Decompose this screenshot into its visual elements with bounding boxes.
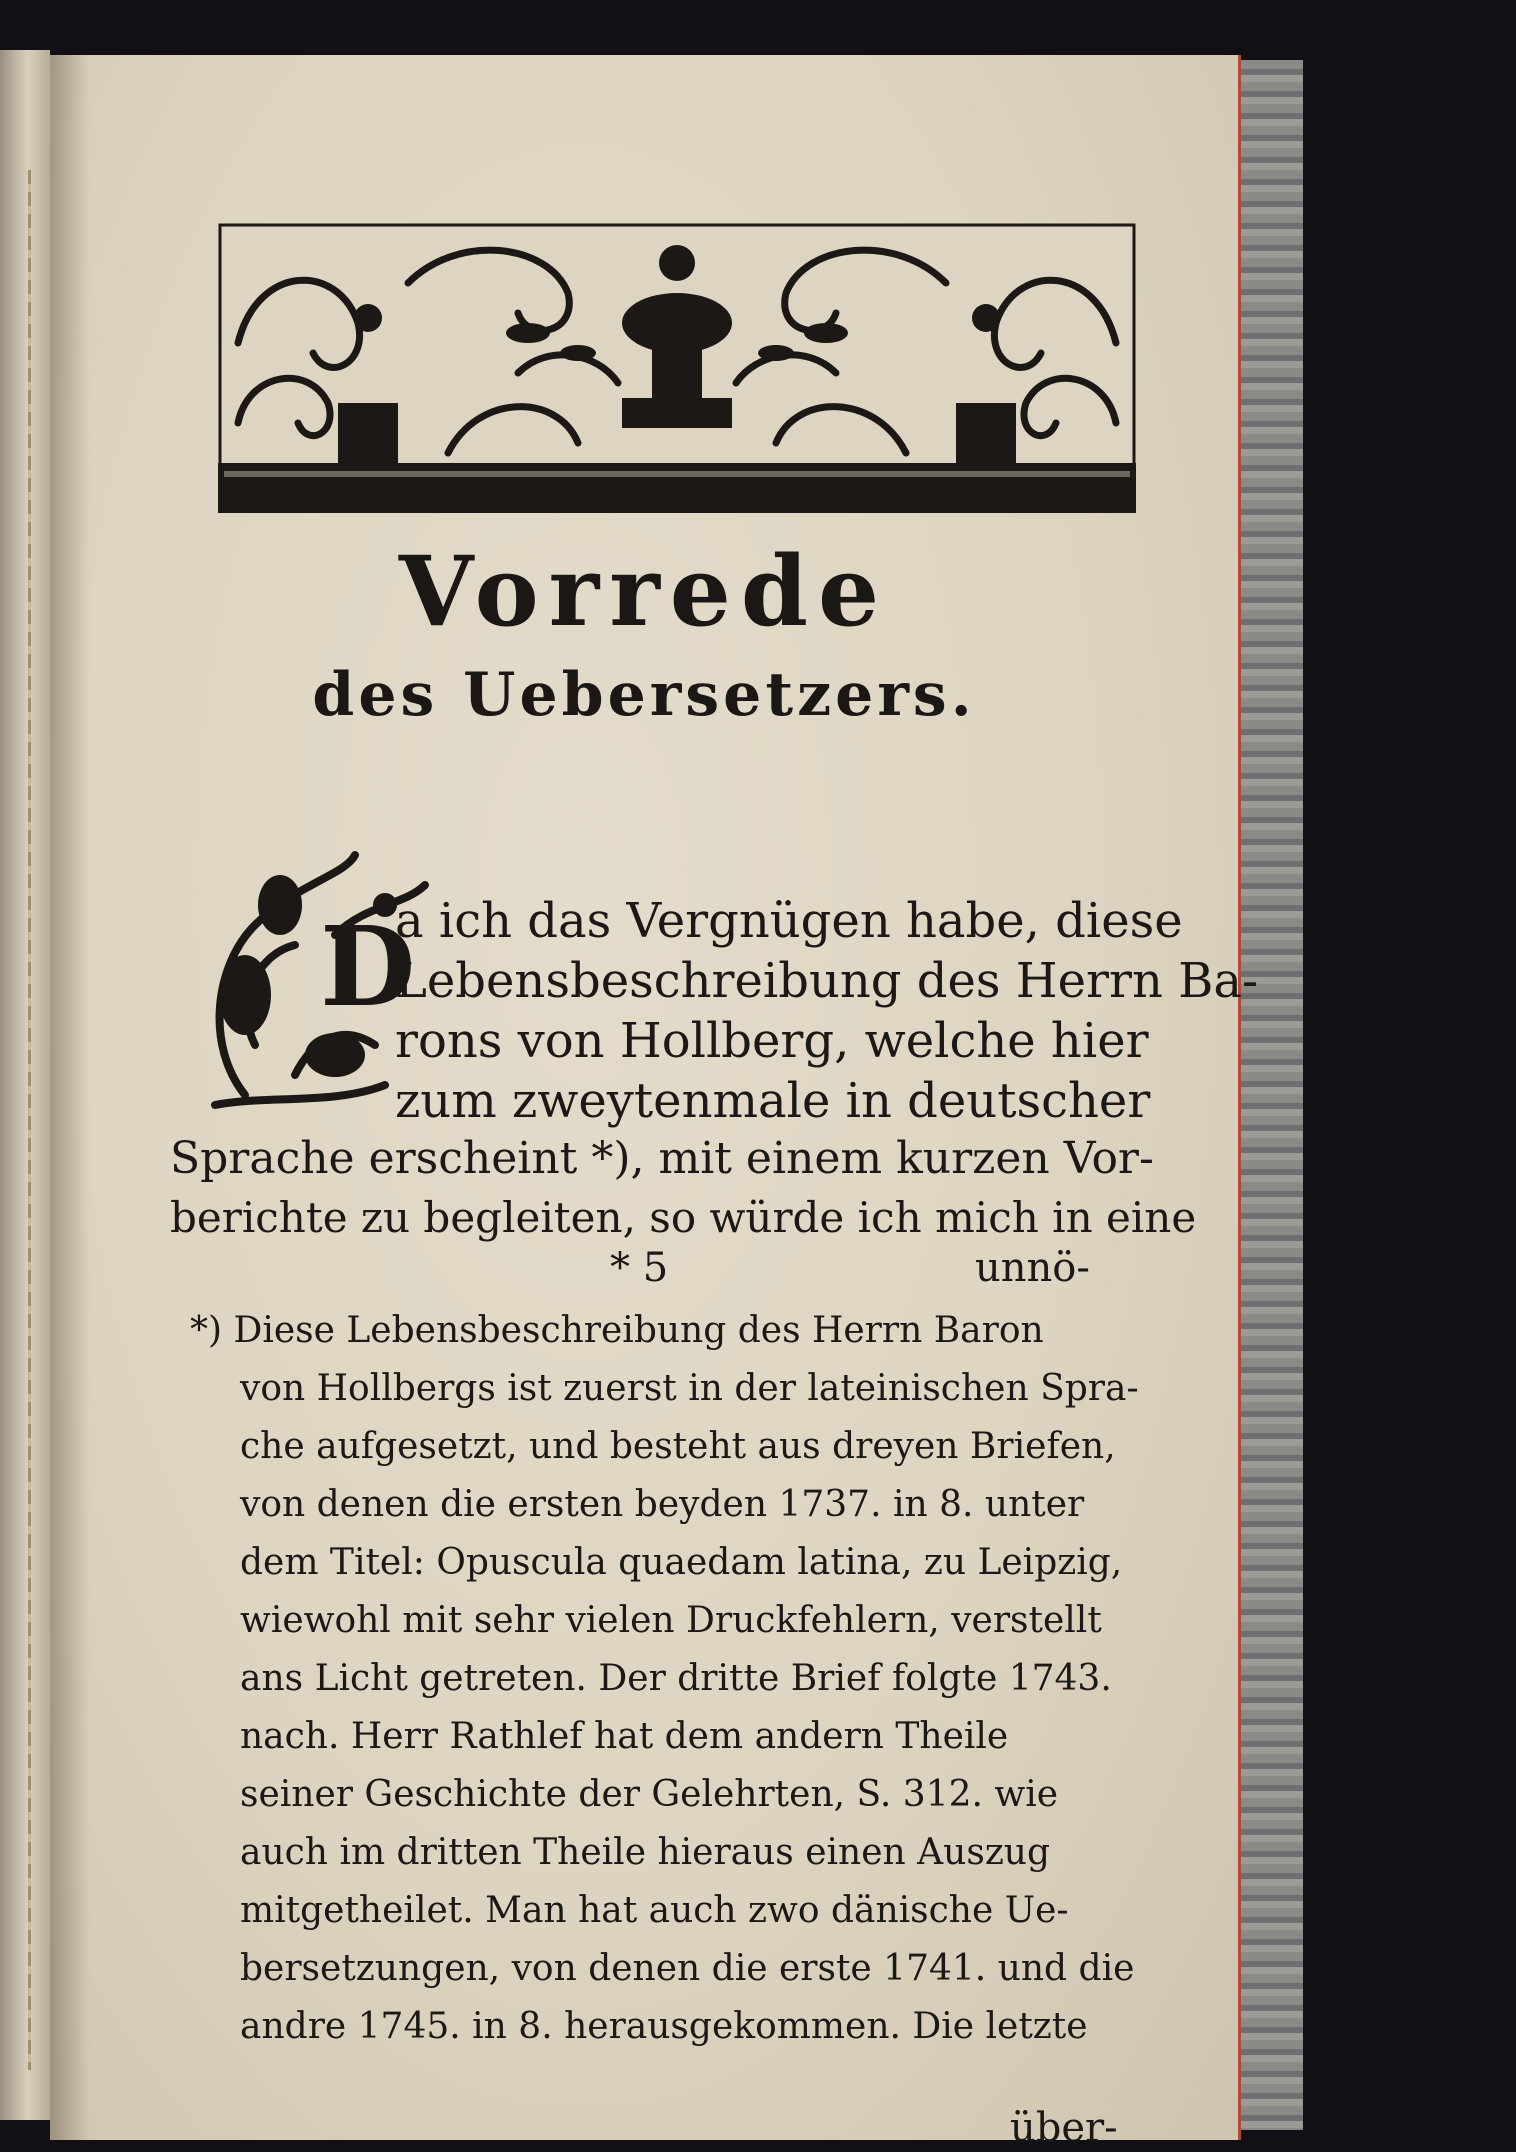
body-line: Lebensbeschreibung des Herrn Ba-	[395, 953, 1259, 1009]
catchword: unnö-	[975, 1245, 1090, 1291]
footnote-line: mitgetheilet. Man hat auch zwo dänische Ue-	[240, 1890, 1069, 1931]
footnote-line: andre 1745. in 8. herausgekommen. Die letzte	[240, 2006, 1088, 2047]
headpiece-ornament	[218, 223, 1136, 513]
footnote-line: auch im dritten Theile hieraus einen Auszug	[240, 1832, 1051, 1873]
footnote-line: bersetzungen, von denen die erste 1741. und die	[240, 1948, 1135, 1989]
footnote-line: ans Licht getreten. Der dritte Brief folgte 1743.	[240, 1658, 1112, 1699]
binding-thread	[28, 170, 31, 2070]
footnote-line: dem Titel: Opuscula quaedam latina, zu Leipzig,	[240, 1542, 1123, 1583]
gutter-shadow	[50, 55, 90, 2140]
footnote-line: *) Diese Lebensbeschreibung des Herrn Baron	[190, 1310, 1044, 1351]
facing-page-edge	[0, 50, 50, 2120]
body-line: a ich das Vergnügen habe, diese	[395, 893, 1183, 949]
page-block-edge	[1241, 60, 1303, 2130]
footnote-line: nach. Herr Rathlef hat dem andern Theile	[240, 1716, 1009, 1757]
footnote-line: von Hollbergs ist zuerst in der lateinischen Spra-	[240, 1368, 1139, 1409]
footnote-line: von denen die ersten beyden 1737. in 8. unter	[240, 1484, 1085, 1525]
footnote-line: seiner Geschichte der Gelehrten, S. 312. wie	[240, 1774, 1059, 1815]
body-line: zum zweytenmale in deutscher	[395, 1073, 1151, 1129]
body-line: berichte zu begleiten, so würde ich mich in eine	[170, 1193, 1197, 1242]
drop-cap-letter: D	[320, 902, 416, 1031]
page-subtitle: des Uebersetzers.	[312, 660, 976, 730]
book-page	[50, 55, 1259, 2151]
body-line: rons von Hollberg, welche hier	[395, 1013, 1149, 1069]
footnote-line: wiewohl mit sehr vielen Druckfehlern, verstellt	[240, 1600, 1102, 1641]
signature-mark: * 5	[610, 1245, 669, 1291]
body-line: Sprache erscheint *), mit einem kurzen Vor-	[170, 1133, 1154, 1184]
footnote-line: che aufgesetzt, und besteht aus dreyen Briefen,	[240, 1426, 1116, 1467]
footnote-catchword: über-	[1010, 2105, 1118, 2151]
page-title: Vorrede	[398, 535, 890, 648]
